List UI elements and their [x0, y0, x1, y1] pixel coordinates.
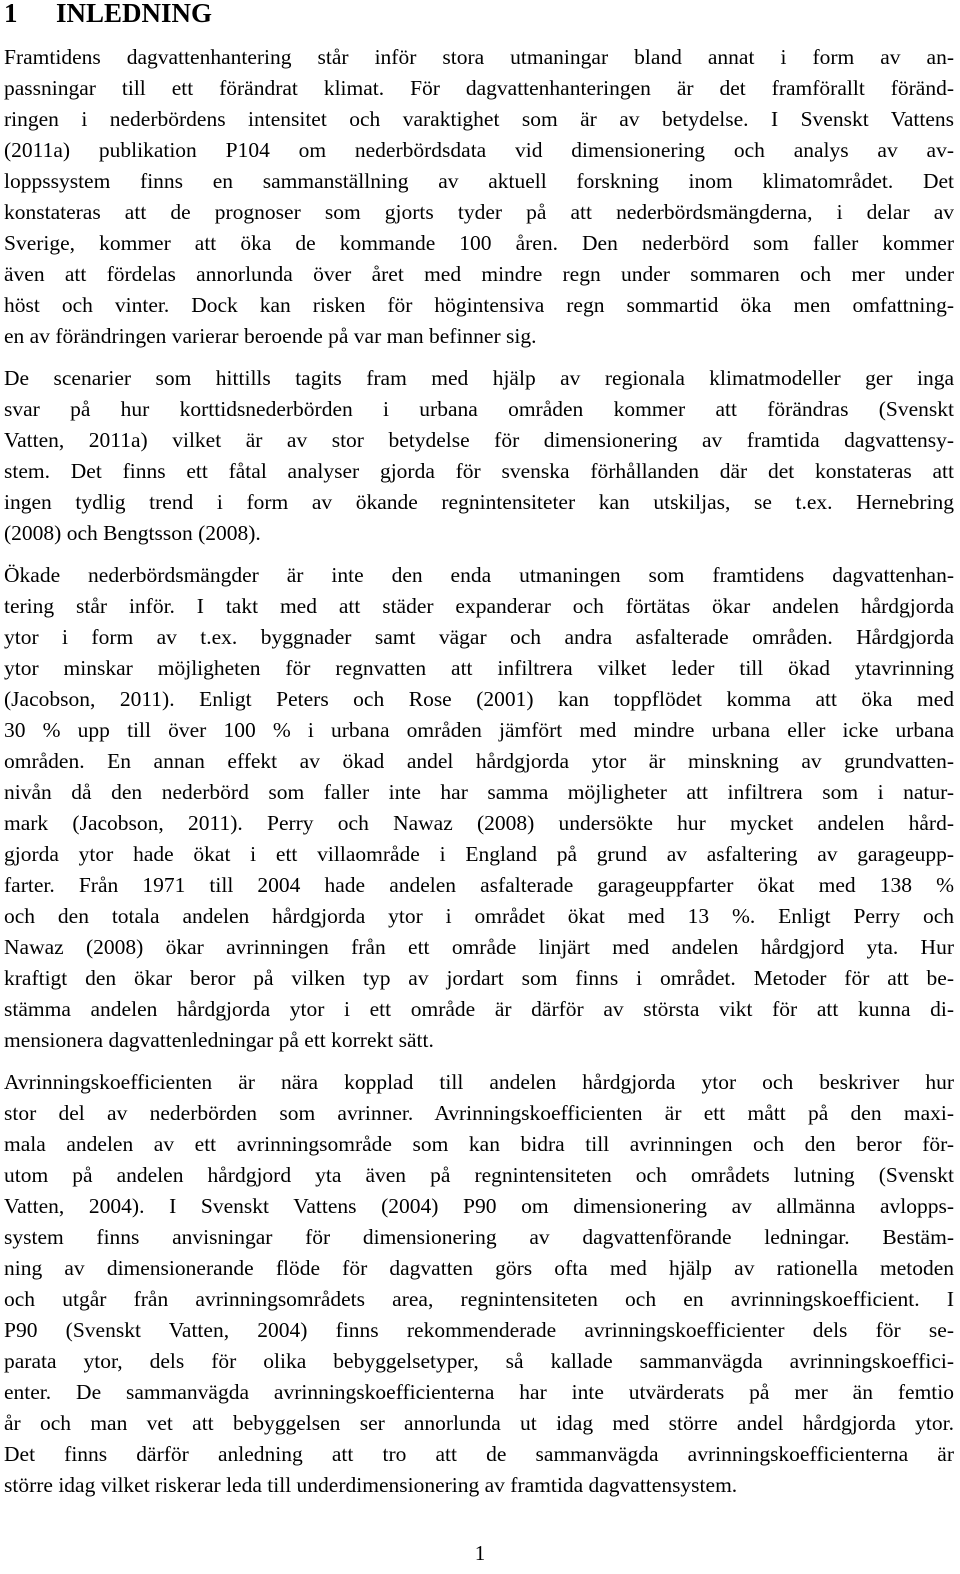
text-line: farter. Från 1971 till 2004 hade andelen asfalterade garageuppfarter ökat med 138 %	[4, 873, 954, 897]
text-line: höst och vinter. Dock kan risken för högintensiva regn sommartid öka men omfattning-	[4, 293, 954, 317]
text-line: ringen i nederbördens intensitet och varaktighet som är av betydelse. I Svenskt Vattens	[4, 107, 954, 131]
text-line: ytor i form av t.ex. byggnader samt vägar och andra asfalterade områden. Hårdgjorda	[4, 625, 954, 649]
text-line: De scenarier som hittills tagits fram med hjälp av regionala klimatmodeller ger inga	[4, 366, 954, 390]
paragraph-impervious-surfaces	[4, 560, 954, 1056]
text-line: parata ytor, dels för olika bebyggelsetyper, så kallade sammanvägda avrinningskoeffici-	[4, 1349, 954, 1373]
text-line: nivån då den nederbörd som faller inte har samma möjligheter att infiltrera som i natur-	[4, 780, 954, 804]
text-line: stem. Det finns ett fåtal analyser gjorda för svenska förhållanden där det konstateras att	[4, 459, 954, 483]
text-line: passningar till ett förändrat klimat. För dagvattenhanteringen är det framförallt föränd-	[4, 76, 954, 100]
text-line: konstateras att de prognoser som gjorts tyder på att nederbördsmängderna, i delar av	[4, 200, 954, 224]
text-line: Ökade nederbördsmängder är inte den enda utmaningen som framtidens dagvattenhan-	[4, 563, 954, 587]
text-line: (2008) och Bengtsson (2008).	[4, 521, 261, 545]
text-line: ingen tydlig trend i form av ökande regnintensiteter kan utskiljas, se t.ex. Hernebring	[4, 490, 954, 514]
text-line: P90 (Svenskt Vatten, 2004) finns rekommenderade avrinningskoefficienter dels för se-	[4, 1318, 954, 1342]
text-line: mensionera dagvattenledningar på ett korrekt sätt.	[4, 1028, 434, 1052]
text-line: Avrinningskoefficienten är nära kopplad till andelen hårdgjorda ytor och beskriver hur	[4, 1070, 954, 1094]
chapter-title: INLEDNING	[56, 0, 213, 28]
text-line: mark (Jacobson, 2011). Perry och Nawaz (2008) undersökte hur mycket andelen hård-	[4, 811, 954, 835]
paragraph-climate-change	[4, 42, 954, 352]
text-line: Vatten, 2011a) vilket är av stor betydelse för dimensionering av framtida dagvattensy-	[4, 428, 954, 452]
text-line: även att fördelas annorlunda över året med mindre regn under sommaren och mer under	[4, 262, 954, 286]
text-line: Sverige, kommer att öka de kommande 100 åren. Den nederbörd som faller kommer	[4, 231, 954, 255]
document-page	[4, 0, 954, 1501]
text-line: Det finns därför anledning att tro att de sammanvägda avrinningskoefficienterna är	[4, 1442, 954, 1466]
text-line: ning av dimensionerande flöde för dagvatten görs ofta med hjälp av rationella metoden	[4, 1256, 954, 1280]
text-line: (Jacobson, 2011). Enligt Peters och Rose (2001) kan toppflödet komma att öka med	[4, 687, 954, 711]
text-line: loppssystem finns en sammanställning av aktuell forskning inom klimatområdet. Det	[4, 169, 954, 193]
text-line: och den totala andelen hårdgjorda ytor i området ökat med 13 %. Enligt Perry och	[4, 904, 954, 928]
text-line: ytor minskar möjligheten för regnvatten att infiltrera vilket leder till ökad ytavrinning	[4, 656, 954, 680]
text-line: Nawaz (2008) ökar avrinningen från ett område linjärt med andelen hårdgjord yta. Hur	[4, 935, 954, 959]
text-line: kraftigt den ökar beror på vilken typ av jordart som finns i området. Metoder för att be-	[4, 966, 954, 990]
paragraph-climate-scenarios	[4, 363, 954, 549]
text-line: tering står inför. I takt med att städer expanderar och förtätas ökar andelen hårdgjorda	[4, 594, 954, 618]
text-line: svar på hur korttidsnederbörden i urbana områden kommer att förändras (Svenskt	[4, 397, 954, 421]
text-line: stor del av nederbörden som avrinner. Avrinningskoefficienten är ett mått på den maxi-	[4, 1101, 954, 1125]
text-line: större idag vilket riskerar leda till underdimensionering av framtida dagvattensystem.	[4, 1473, 738, 1497]
text-line: Vatten, 2004). I Svenskt Vattens (2004) P90 om dimensionering av allmänna avlopps-	[4, 1194, 954, 1218]
text-line: områden. En annan effekt av ökad andel hårdgjorda ytor är minskning av grundvatten-	[4, 749, 954, 773]
text-line: 30 % upp till över 100 % i urbana områden jämfört med mindre urbana eller icke urbana	[4, 718, 954, 742]
text-line: utom på andelen hårdgjord yta även på regnintensiteten och områdets lutning (Svenskt	[4, 1163, 954, 1187]
chapter-heading	[4, 0, 954, 30]
chapter-number: 1	[4, 0, 18, 28]
paragraph-runoff-coefficient	[4, 1067, 954, 1501]
page-number: 1	[474, 1541, 486, 1565]
text-line: system finns anvisningar för dimensionering av dagvattenförande ledningar. Bestäm-	[4, 1225, 954, 1249]
text-line: gjorda ytor hade ökat i ett villaområde i England på grund av asfaltering av garageupp-	[4, 842, 954, 866]
text-line: och utgår från avrinningsområdets area, regnintensiteten och en avrinningskoefficient. I	[4, 1287, 954, 1311]
text-line: stämma andelen hårdgjorda ytor i ett område är därför av största vikt för att kunna di-	[4, 997, 954, 1021]
text-line: (2011a) publikation P104 om nederbördsdata vid dimensionering och analys av av-	[4, 138, 954, 162]
text-line: Framtidens dagvattenhantering står inför stora utmaningar bland annat i form av an-	[4, 45, 954, 69]
text-line: en av förändringen varierar beroende på var man befinner sig.	[4, 324, 537, 348]
text-line: mala andelen av ett avrinningsområde som kan bidra till avrinningen och den beror för-	[4, 1132, 954, 1156]
text-line: år och man vet att bebyggelsen ser annorlunda ut idag med större andel hårdgjorda ytor.	[4, 1411, 954, 1435]
text-line: enter. De sammanvägda avrinningskoefficienterna har inte utvärderats på mer än femtio	[4, 1380, 954, 1404]
